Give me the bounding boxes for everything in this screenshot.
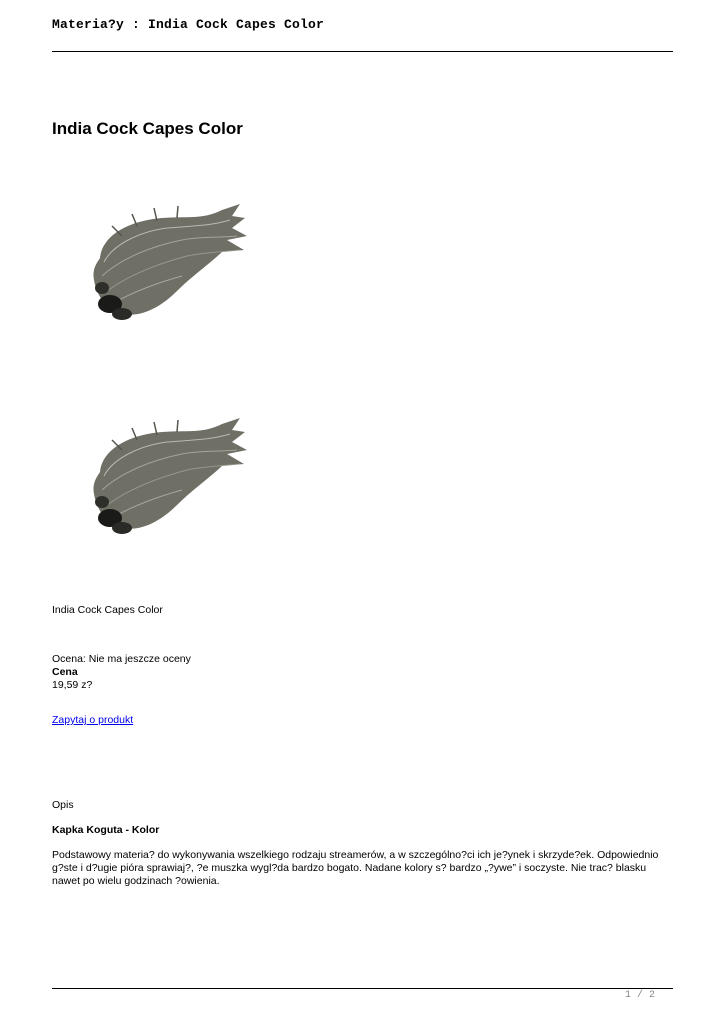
product-image-2 bbox=[82, 410, 247, 535]
product-rating: Ocena: Nie ma jeszcze oceny bbox=[52, 653, 191, 665]
ask-about-product-link[interactable]: Zapytaj o produkt bbox=[52, 714, 134, 726]
product-name: India Cock Capes Color bbox=[52, 604, 163, 616]
document-header-title: Materia?y : India Cock Capes Color bbox=[52, 17, 325, 32]
feather-cape-icon bbox=[93, 204, 247, 320]
page-number: 1 / 2 bbox=[624, 990, 655, 1001]
price-value: 19,59 z? bbox=[52, 679, 93, 691]
description-body: Podstawowy materia? do wykonywania wszelkiego rodzaju streamerów, a w szczególno?ci ich je?ynek i skrzyde?ek. Odpowiednio g?ste i d?ugie pióra sprawiaj?, ?e muszka wygl?da bardzo bogato. Nadane kolory s? bardzo „?ywe” i soczyste. Nie trac? blasku nawet po wielu godzinach ?owienia. bbox=[52, 849, 659, 887]
footer-divider bbox=[52, 988, 673, 989]
feather-cape-icon bbox=[93, 418, 247, 534]
header-divider bbox=[52, 51, 673, 52]
page-title: India Cock Capes Color bbox=[52, 119, 243, 138]
product-image-1 bbox=[82, 196, 247, 321]
description-heading: Opis bbox=[52, 799, 74, 811]
description-title: Kapka Koguta - Kolor bbox=[52, 824, 160, 836]
price-label: Cena bbox=[52, 666, 78, 678]
